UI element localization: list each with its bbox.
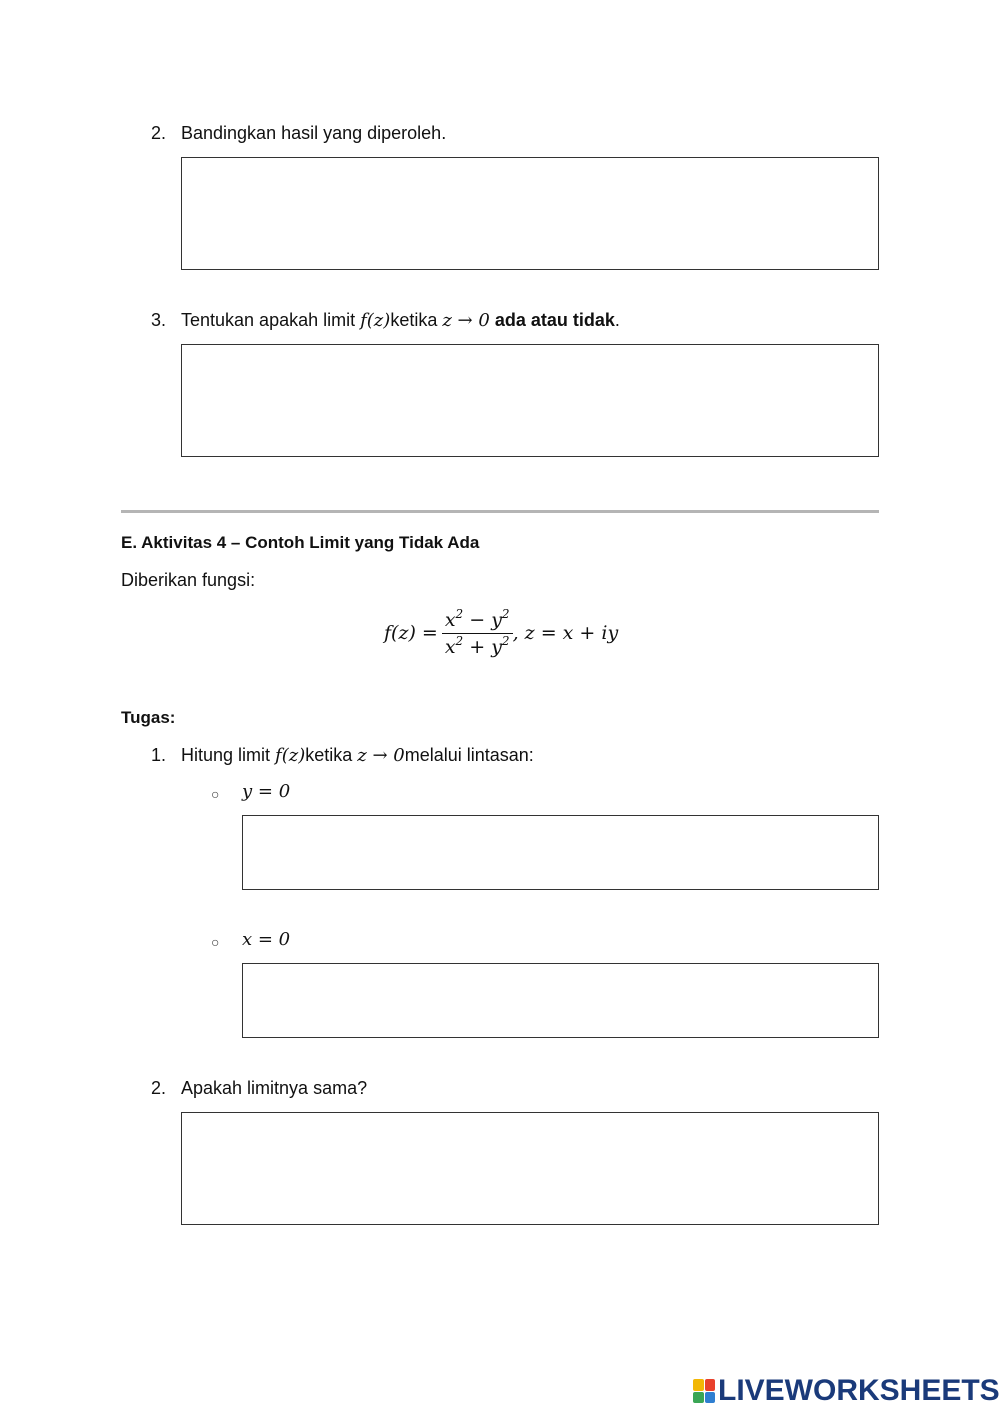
answer-box-path-x[interactable] bbox=[242, 963, 879, 1038]
path-label-x: x = 0 bbox=[242, 929, 291, 950]
question-text: Tentukan apakah limit f(z)ketika z → 0 ada atau tidak. bbox=[181, 310, 620, 331]
answer-box-same-limit[interactable] bbox=[181, 1112, 879, 1225]
answer-box-limit-exists[interactable] bbox=[181, 344, 879, 457]
question-number: 2. bbox=[151, 123, 167, 143]
bullet-icon: ○ bbox=[211, 934, 220, 950]
question-number: 2. bbox=[151, 1078, 167, 1098]
section-title: E. Aktivitas 4 – Contoh Limit yang Tidak Ada bbox=[121, 533, 480, 552]
question-text: Hitung limit f(z)ketika z → 0melalui lintasan: bbox=[181, 745, 534, 766]
liveworksheets-logo[interactable] bbox=[693, 1374, 1000, 1408]
tugas-label: Tugas: bbox=[121, 708, 176, 727]
formula-rhs: , z = x + iy bbox=[512, 622, 619, 644]
question-number: 3. bbox=[151, 310, 167, 330]
brand-name: LIVEWORKSHEETS bbox=[718, 1374, 1000, 1407]
liveworksheets-logo-icon bbox=[693, 1379, 715, 1403]
section-intro: Diberikan fungsi: bbox=[121, 570, 256, 590]
bullet-icon: ○ bbox=[211, 786, 220, 802]
formula-lhs: f(z) = bbox=[384, 622, 438, 644]
answer-box-path-y[interactable] bbox=[242, 815, 879, 890]
formula-numerator: $x^2 - y^2$ bbox=[442, 609, 513, 634]
section-divider bbox=[121, 510, 879, 513]
path-label-y: y = 0 bbox=[242, 781, 291, 802]
answer-box-compare[interactable] bbox=[181, 157, 879, 270]
question-text: Apakah limitnya sama? bbox=[181, 1078, 368, 1098]
question-number: 1. bbox=[151, 745, 167, 765]
question-text: Bandingkan hasil yang diperoleh. bbox=[181, 123, 447, 143]
formula-denominator: $x^2 + y^2$ bbox=[444, 633, 510, 658]
formula-fraction bbox=[442, 606, 513, 658]
formula bbox=[384, 602, 618, 664]
